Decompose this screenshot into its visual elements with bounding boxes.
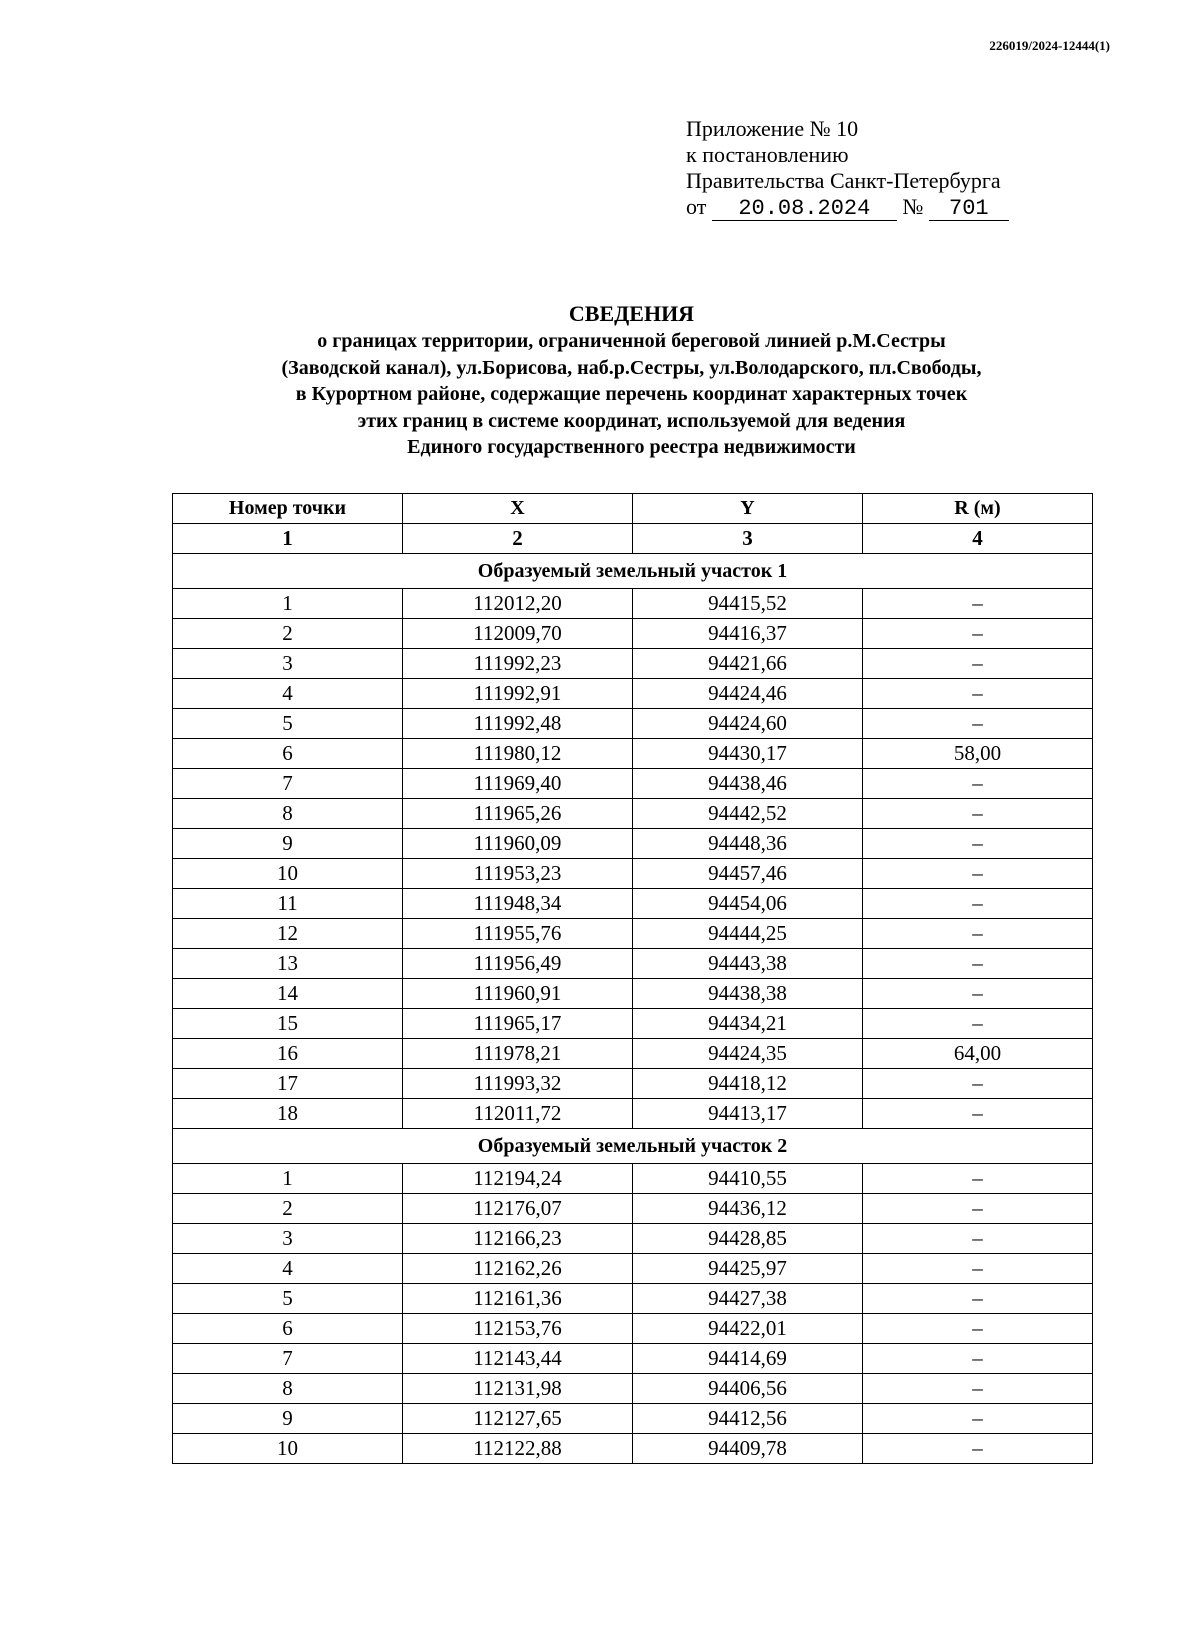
radius-cell: – bbox=[863, 709, 1093, 739]
y-cell: 94424,35 bbox=[633, 1039, 863, 1069]
x-cell: 111965,26 bbox=[403, 799, 633, 829]
table-row bbox=[173, 979, 1093, 1009]
y-cell: 94430,17 bbox=[633, 739, 863, 769]
y-cell: 94436,12 bbox=[633, 1194, 863, 1224]
title-line: Единого государственного реестра недвижимости bbox=[407, 436, 856, 458]
x-cell: 111992,91 bbox=[403, 679, 633, 709]
x-cell: 111992,48 bbox=[403, 709, 633, 739]
column-number: 2 bbox=[403, 524, 633, 554]
title-line: в Курортном районе, содержащие перечень координат характерных точек bbox=[295, 383, 968, 405]
table-row bbox=[173, 739, 1093, 769]
radius-cell: – bbox=[863, 1224, 1093, 1254]
radius-cell: – bbox=[863, 1009, 1093, 1039]
table-row bbox=[173, 889, 1093, 919]
table-row bbox=[173, 1164, 1093, 1194]
point-number-cell: 7 bbox=[173, 1344, 403, 1374]
point-number-cell: 5 bbox=[173, 709, 403, 739]
title-line: о границах территории, ограниченной береговой линией р.М.Сестры bbox=[317, 330, 946, 352]
radius-cell: – bbox=[863, 919, 1093, 949]
header-radius: R (м) bbox=[863, 494, 1093, 524]
table-row bbox=[173, 709, 1093, 739]
y-cell: 94424,60 bbox=[633, 709, 863, 739]
table-row bbox=[173, 949, 1093, 979]
document-registration-number: 226019/2024-12444(1) bbox=[989, 38, 1110, 53]
from-label: от bbox=[686, 194, 707, 219]
y-cell: 94434,21 bbox=[633, 1009, 863, 1039]
x-cell: 112194,24 bbox=[403, 1164, 633, 1194]
y-cell: 94443,38 bbox=[633, 949, 863, 979]
point-number-cell: 5 bbox=[173, 1284, 403, 1314]
table-row bbox=[173, 1344, 1093, 1374]
point-number-cell: 2 bbox=[173, 619, 403, 649]
x-cell: 112153,76 bbox=[403, 1314, 633, 1344]
radius-cell: – bbox=[863, 1069, 1093, 1099]
point-number-cell: 16 bbox=[173, 1039, 403, 1069]
point-number-cell: 6 bbox=[173, 739, 403, 769]
y-cell: 94410,55 bbox=[633, 1164, 863, 1194]
radius-cell: 58,00 bbox=[863, 739, 1093, 769]
table-row bbox=[173, 679, 1093, 709]
x-cell: 111992,23 bbox=[403, 649, 633, 679]
table-row bbox=[173, 919, 1093, 949]
x-cell: 112011,72 bbox=[403, 1099, 633, 1129]
number-label: № bbox=[902, 194, 924, 219]
point-number-cell: 6 bbox=[173, 1314, 403, 1344]
header-y: Y bbox=[633, 494, 863, 524]
section-header-row bbox=[173, 554, 1093, 589]
appendix-number: Приложение № 10 bbox=[686, 116, 859, 141]
y-cell: 94457,46 bbox=[633, 859, 863, 889]
title-heading: СВЕДЕНИЯ bbox=[568, 301, 695, 326]
point-number-cell: 13 bbox=[173, 949, 403, 979]
y-cell: 94413,17 bbox=[633, 1099, 863, 1129]
y-cell: 94421,66 bbox=[633, 649, 863, 679]
radius-cell: – bbox=[863, 859, 1093, 889]
table-row bbox=[173, 1314, 1093, 1344]
x-cell: 112127,65 bbox=[403, 1404, 633, 1434]
point-number-cell: 3 bbox=[173, 649, 403, 679]
column-number: 3 bbox=[633, 524, 863, 554]
radius-cell: – bbox=[863, 1344, 1093, 1374]
x-cell: 111965,17 bbox=[403, 1009, 633, 1039]
radius-cell: – bbox=[863, 1404, 1093, 1434]
y-cell: 94406,56 bbox=[633, 1374, 863, 1404]
point-number-cell: 17 bbox=[173, 1069, 403, 1099]
x-cell: 111978,21 bbox=[403, 1039, 633, 1069]
x-cell: 111993,32 bbox=[403, 1069, 633, 1099]
point-number-cell: 10 bbox=[173, 859, 403, 889]
radius-cell: – bbox=[863, 1374, 1093, 1404]
y-cell: 94418,12 bbox=[633, 1069, 863, 1099]
point-number-cell: 14 bbox=[173, 979, 403, 1009]
radius-cell: – bbox=[863, 679, 1093, 709]
x-cell: 112009,70 bbox=[403, 619, 633, 649]
x-cell: 112176,07 bbox=[403, 1194, 633, 1224]
table-row bbox=[173, 1194, 1093, 1224]
y-cell: 94444,25 bbox=[633, 919, 863, 949]
table-row bbox=[173, 799, 1093, 829]
table-row bbox=[173, 649, 1093, 679]
table-row bbox=[173, 1224, 1093, 1254]
header-point-number: Номер точки bbox=[173, 494, 403, 524]
radius-cell: – bbox=[863, 1314, 1093, 1344]
title-line: этих границ в системе координат, используемой для ведения bbox=[357, 409, 906, 432]
y-cell: 94409,78 bbox=[633, 1434, 863, 1464]
x-cell: 112122,88 bbox=[403, 1434, 633, 1464]
table-row bbox=[173, 1284, 1093, 1314]
radius-cell: – bbox=[863, 979, 1093, 1009]
radius-cell: – bbox=[863, 769, 1093, 799]
radius-cell: – bbox=[863, 1194, 1093, 1224]
appendix-date-line bbox=[686, 194, 1009, 221]
radius-cell: – bbox=[863, 619, 1093, 649]
point-number-cell: 1 bbox=[173, 589, 403, 619]
table-row bbox=[173, 1009, 1093, 1039]
column-number-row bbox=[173, 524, 1093, 554]
table-row bbox=[173, 589, 1093, 619]
y-cell: 94416,37 bbox=[633, 619, 863, 649]
x-cell: 111955,76 bbox=[403, 919, 633, 949]
table-row bbox=[173, 1434, 1093, 1464]
section-header-row bbox=[173, 1129, 1093, 1164]
point-number-cell: 15 bbox=[173, 1009, 403, 1039]
radius-cell: – bbox=[863, 949, 1093, 979]
table-row bbox=[173, 829, 1093, 859]
x-cell: 111980,12 bbox=[403, 739, 633, 769]
column-number: 1 bbox=[173, 524, 403, 554]
y-cell: 94427,38 bbox=[633, 1284, 863, 1314]
table-row bbox=[173, 619, 1093, 649]
table-row bbox=[173, 1069, 1093, 1099]
y-cell: 94428,85 bbox=[633, 1224, 863, 1254]
radius-cell: – bbox=[863, 1164, 1093, 1194]
point-number-cell: 10 bbox=[173, 1434, 403, 1464]
radius-cell: – bbox=[863, 589, 1093, 619]
x-cell: 111969,40 bbox=[403, 769, 633, 799]
point-number-cell: 1 bbox=[173, 1164, 403, 1194]
coordinates-table bbox=[172, 493, 1093, 1464]
y-cell: 94442,52 bbox=[633, 799, 863, 829]
table-row bbox=[173, 1099, 1093, 1129]
radius-cell: – bbox=[863, 1254, 1093, 1284]
decree-number: 701 bbox=[929, 198, 1009, 221]
column-number: 4 bbox=[863, 524, 1093, 554]
y-cell: 94414,69 bbox=[633, 1344, 863, 1374]
appendix-authority: Правительства Санкт-Петербурга bbox=[686, 168, 1001, 193]
point-number-cell: 3 bbox=[173, 1224, 403, 1254]
decree-date: 20.08.2024 bbox=[712, 198, 897, 221]
appendix-block bbox=[686, 116, 1009, 221]
table-row bbox=[173, 769, 1093, 799]
point-number-cell: 4 bbox=[173, 1254, 403, 1284]
point-number-cell: 12 bbox=[173, 919, 403, 949]
radius-cell: 64,00 bbox=[863, 1039, 1093, 1069]
radius-cell: – bbox=[863, 1284, 1093, 1314]
x-cell: 112161,36 bbox=[403, 1284, 633, 1314]
y-cell: 94448,36 bbox=[633, 829, 863, 859]
table-body bbox=[173, 554, 1093, 1464]
table-row bbox=[173, 1374, 1093, 1404]
point-number-cell: 8 bbox=[173, 1374, 403, 1404]
table-row bbox=[173, 1404, 1093, 1434]
point-number-cell: 11 bbox=[173, 889, 403, 919]
y-cell: 94424,46 bbox=[633, 679, 863, 709]
table-header-row bbox=[173, 494, 1093, 524]
table-row bbox=[173, 1254, 1093, 1284]
header-x: X bbox=[403, 494, 633, 524]
x-cell: 112012,20 bbox=[403, 589, 633, 619]
x-cell: 111960,91 bbox=[403, 979, 633, 1009]
table-row bbox=[173, 1039, 1093, 1069]
table-row bbox=[173, 859, 1093, 889]
point-number-cell: 18 bbox=[173, 1099, 403, 1129]
point-number-cell: 8 bbox=[173, 799, 403, 829]
point-number-cell: 7 bbox=[173, 769, 403, 799]
radius-cell: – bbox=[863, 1434, 1093, 1464]
y-cell: 94438,46 bbox=[633, 769, 863, 799]
x-cell: 112143,44 bbox=[403, 1344, 633, 1374]
x-cell: 111956,49 bbox=[403, 949, 633, 979]
point-number-cell: 9 bbox=[173, 1404, 403, 1434]
radius-cell: – bbox=[863, 889, 1093, 919]
radius-cell: – bbox=[863, 799, 1093, 829]
section-title: Образуемый земельный участок 2 bbox=[173, 1129, 1093, 1164]
x-cell: 112131,98 bbox=[403, 1374, 633, 1404]
radius-cell: – bbox=[863, 649, 1093, 679]
point-number-cell: 2 bbox=[173, 1194, 403, 1224]
y-cell: 94422,01 bbox=[633, 1314, 863, 1344]
y-cell: 94415,52 bbox=[633, 589, 863, 619]
y-cell: 94425,97 bbox=[633, 1254, 863, 1284]
y-cell: 94412,56 bbox=[633, 1404, 863, 1434]
y-cell: 94438,38 bbox=[633, 979, 863, 1009]
section-title: Образуемый земельный участок 1 bbox=[173, 554, 1093, 589]
x-cell: 111948,34 bbox=[403, 889, 633, 919]
x-cell: 112166,23 bbox=[403, 1224, 633, 1254]
x-cell: 111960,09 bbox=[403, 829, 633, 859]
radius-cell: – bbox=[863, 1099, 1093, 1129]
radius-cell: – bbox=[863, 829, 1093, 859]
point-number-cell: 4 bbox=[173, 679, 403, 709]
x-cell: 111953,23 bbox=[403, 859, 633, 889]
point-number-cell: 9 bbox=[173, 829, 403, 859]
document-title bbox=[172, 300, 1091, 461]
y-cell: 94454,06 bbox=[633, 889, 863, 919]
x-cell: 112162,26 bbox=[403, 1254, 633, 1284]
appendix-ref: к постановлению bbox=[686, 142, 849, 167]
title-line: (Заводской канал), ул.Борисова, наб.р.Сестры, ул.Володарского, пл.Свободы, bbox=[281, 356, 982, 379]
